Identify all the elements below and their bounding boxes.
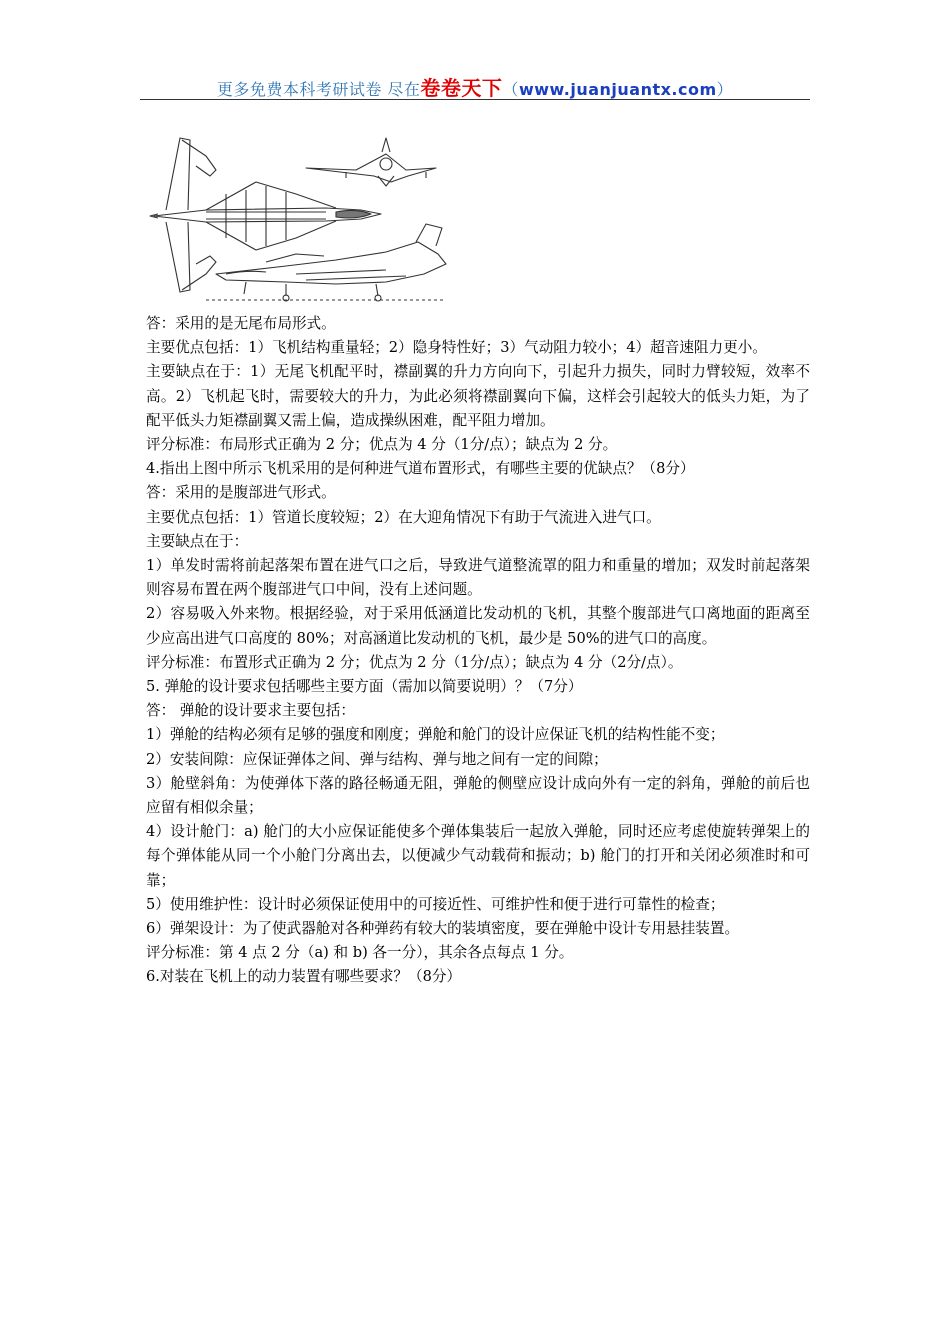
body-paragraph: 评分标准：布置形式正确为 2 分；优点为 2 分（1分/点）；缺点为 4 分（2分/点）。 bbox=[146, 653, 683, 671]
body-paragraph: 2）容易吸入外来物。根据经验，对于采用低涵道比发动机的飞机，其整个腹部进气口离地面的距离至少应高出进气口高度的 80%；对高涵道比发动机的飞机，最少是 50%的进气口的高度。 bbox=[146, 605, 810, 647]
body-paragraph: 答：采用的是无尾布局形式。 bbox=[146, 315, 336, 332]
body-paragraph: 主要优点包括：1）管道长度较短；2）在大迎角情况下有助于气流进入进气口。 bbox=[146, 508, 661, 526]
header-url-link[interactable]: www.juanjuantx.com bbox=[518, 80, 717, 99]
body-paragraph: 1）弹舱的结构必须有足够的强度和刚度；弹舱和舱门的设计应保证飞机的结构性能不变； bbox=[146, 726, 725, 744]
page-header bbox=[140, 72, 810, 102]
body-paragraph: 2）安装间隙：应保证弹体之间、弹与结构、弹与地之间有一定的间隙； bbox=[146, 750, 608, 768]
question-5: 5. 弹舱的设计要求包括哪些主要方面（需加以简要说明）？（7分） bbox=[146, 678, 583, 696]
body-paragraph: 1）单发时需将前起落架布置在进气口之后，导致进气道整流罩的阻力和重量的增加；双发时前起落架则容易布置在两个腹部进气口中间，没有上述问题。 bbox=[146, 557, 810, 599]
body-paragraph: 评分标准：布局形式正确为 2 分；优点为 4 分（1分/点）；缺点为 2 分。 bbox=[146, 436, 618, 454]
body-paragraph: 答： 弹舱的设计要求主要包括： bbox=[146, 702, 355, 720]
aircraft-three-view-drawing bbox=[146, 124, 452, 306]
question-6: 6.对装在飞机上的动力装置有哪些要求？（8分） bbox=[146, 968, 462, 986]
body-paragraph: 6）弹架设计：为了使武器舱对各种弹药有较大的装填密度，要在弹舱中设计专用悬挂装置。 bbox=[146, 920, 740, 938]
body-paragraph: 5）使用维护性：设计时必须保证使用中的可接近性、可维护性和便于进行可靠性的检查； bbox=[146, 895, 725, 913]
question-4: 4.指出上图中所示飞机采用的是何种进气道布置形式，有哪些主要的优缺点？（8分） bbox=[146, 460, 695, 478]
body-paragraph: 主要缺点在于：1）无尾飞机配平时，襟副翼的升力方向向下，引起升力损失，同时力臂较短，效率不高。2）飞机起飞时，需要较大的升力，为此必须将襟副翼向下偏，这样会引起较大的低头力矩，为了配平低头力矩襟副翼又需上偏，造成操纵困难，配平阻力增加。 bbox=[146, 363, 810, 429]
body-paragraph: 评分标准：第 4 点 2 分（a) 和 b) 各一分），其余各点每点 1 分。 bbox=[146, 944, 574, 962]
body-paragraph: 4）设计舱门：a) 舱门的大小应保证能使多个弹体集装后一起放入弹舱，同时还应考虑使旋转弹架上的每个弹体能从同一个小舱门分离出去，以便减少气动载荷和振动；b) 舱门的打开和关闭必须准时和可靠； bbox=[146, 823, 810, 889]
header-paren-close: ） bbox=[716, 80, 734, 99]
header-prefix: 更多免费本科考研试卷 尽在 bbox=[216, 80, 421, 99]
header-divider bbox=[140, 99, 810, 100]
document-body bbox=[146, 312, 810, 990]
header-paren-open: （ bbox=[502, 80, 519, 99]
body-paragraph: 主要优点包括：1）飞机结构重量轻；2）隐身特性好；3）气动阻力较小；4）超音速阻力更小。 bbox=[146, 339, 767, 357]
body-paragraph: 答：采用的是腹部进气形式。 bbox=[146, 484, 336, 502]
body-paragraph: 3）舱壁斜角：为使弹体下落的路径畅通无阻，弹舱的侧壁应设计成向外有一定的斜角，弹舱的前后也应留有相似余量； bbox=[146, 774, 810, 817]
header-brand: 卷卷天下 bbox=[420, 76, 503, 100]
body-paragraph: 主要缺点在于： bbox=[146, 532, 249, 550]
